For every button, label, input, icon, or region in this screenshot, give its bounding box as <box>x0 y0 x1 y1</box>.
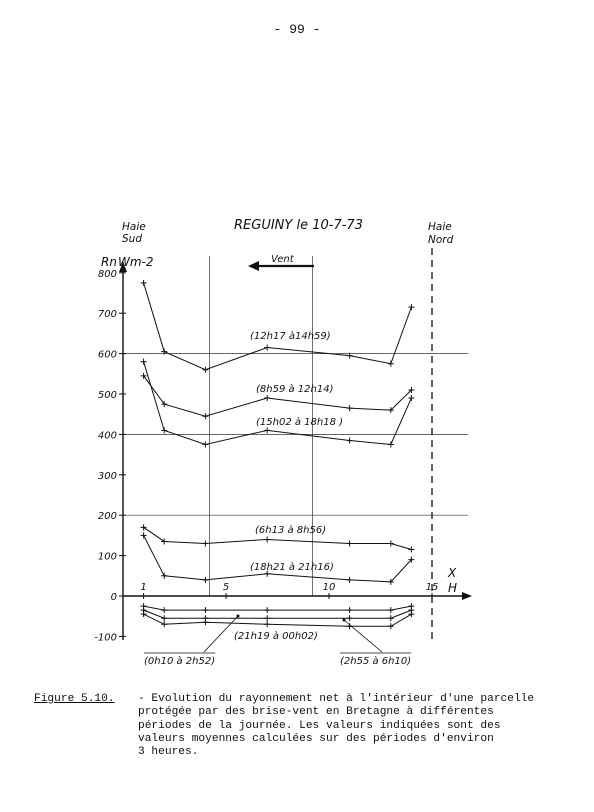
data-point <box>264 615 270 621</box>
series-label: (6h13 à 8h56) <box>255 525 327 536</box>
y-tick-label: 300 <box>97 470 117 482</box>
data-point <box>141 532 147 538</box>
caption-text: - Evolution du rayonnement net à l'intérieur d'une parcelle protégée par des brise-vent en Bretagne à différentes périodes de la journée. Les valeurs indiquées sont des valeurs moyennes calculées sur des périodes d'environ 3 heures. <box>138 693 535 759</box>
data-point <box>347 615 353 621</box>
wind-label: Vent <box>271 254 294 265</box>
chart-title: REGUINY le 10-7-73 <box>234 218 363 233</box>
data-point <box>264 345 270 351</box>
page-number: - 99 - <box>273 22 321 37</box>
x-axis-label-bottom: H <box>448 581 458 595</box>
x-tick-label: 1 <box>140 582 147 593</box>
x-axis-label-top: X <box>448 566 457 580</box>
data-point <box>202 413 208 419</box>
left-hedge-label-1: Haie <box>122 221 146 233</box>
series-line <box>144 606 412 610</box>
data-point <box>202 577 208 583</box>
data-point <box>202 442 208 448</box>
series-label: (8h59 à 12h14) <box>256 384 334 395</box>
data-point <box>408 611 414 617</box>
caption-label: Figure 5.10. <box>34 693 115 705</box>
data-point <box>408 304 414 310</box>
data-point <box>161 427 167 433</box>
data-point <box>408 395 414 401</box>
y-tick-label: 500 <box>97 390 117 401</box>
data-point <box>161 573 167 579</box>
x-tick-label: 15 <box>425 582 439 593</box>
data-point <box>388 540 394 546</box>
data-point <box>161 607 167 613</box>
series-line <box>144 362 412 445</box>
y-axis-symbol: Rn <box>101 255 117 269</box>
series-line <box>144 283 412 370</box>
y-tick-label: 100 <box>97 551 117 563</box>
x-tick-label: 5 <box>222 582 230 593</box>
series-line <box>144 610 412 618</box>
data-point <box>161 621 167 627</box>
data-point <box>141 280 147 286</box>
data-point <box>408 547 414 553</box>
data-point <box>202 540 208 546</box>
data-point <box>264 607 270 613</box>
data-point <box>388 607 394 613</box>
data-point <box>202 619 208 625</box>
data-point <box>347 405 353 411</box>
data-point <box>141 524 147 530</box>
y-tick-label: 0 <box>110 592 117 603</box>
data-point <box>388 615 394 621</box>
data-point <box>264 395 270 401</box>
series-line <box>144 614 412 626</box>
y-tick-label: 200 <box>97 511 117 523</box>
series-label: (18h21 à 21h16) <box>250 562 334 573</box>
data-point <box>161 538 167 544</box>
data-point <box>388 623 394 629</box>
data-point <box>347 577 353 583</box>
y-tick-label: -100 <box>94 632 117 644</box>
series-label: (12h17 à14h59) <box>250 331 331 342</box>
chart-series-labels <box>144 330 411 667</box>
left-hedge-label-2: Sud <box>122 233 142 245</box>
series-label: (21h19 à 00h02) <box>234 631 318 642</box>
series-label: (0h10 à 2h52) <box>144 656 216 667</box>
y-tick-label: 800 <box>97 268 117 280</box>
right-hedge-label-1: Haie <box>428 221 452 233</box>
data-point <box>141 359 147 365</box>
leader-line <box>204 616 238 652</box>
x-tick-label: 10 <box>322 582 336 593</box>
chart-labels <box>101 218 457 595</box>
series-label: (2h55 à 6h10) <box>340 656 412 667</box>
data-point <box>264 621 270 627</box>
y-axis-unit: Wm-2 <box>118 255 154 269</box>
data-point <box>202 607 208 613</box>
leader-dot <box>343 619 346 622</box>
y-tick-label: 700 <box>97 309 117 321</box>
leader-line <box>344 620 382 652</box>
data-point <box>141 611 147 617</box>
wind-arrow-head <box>248 261 259 271</box>
data-point <box>388 442 394 448</box>
series-label: (15h02 à 18h18 ) <box>256 417 344 428</box>
series-line <box>144 376 412 416</box>
data-point <box>161 615 167 621</box>
data-point <box>347 540 353 546</box>
data-point <box>264 427 270 433</box>
x-axis-arrow <box>462 592 472 600</box>
leader-dot <box>237 615 240 618</box>
data-point <box>202 367 208 373</box>
data-point <box>347 437 353 443</box>
data-point <box>388 361 394 367</box>
right-hedge-label-2: Nord <box>428 234 454 246</box>
y-tick-label: 400 <box>97 430 117 442</box>
data-point <box>347 607 353 613</box>
data-point <box>264 536 270 542</box>
y-tick-label: 600 <box>97 349 117 361</box>
